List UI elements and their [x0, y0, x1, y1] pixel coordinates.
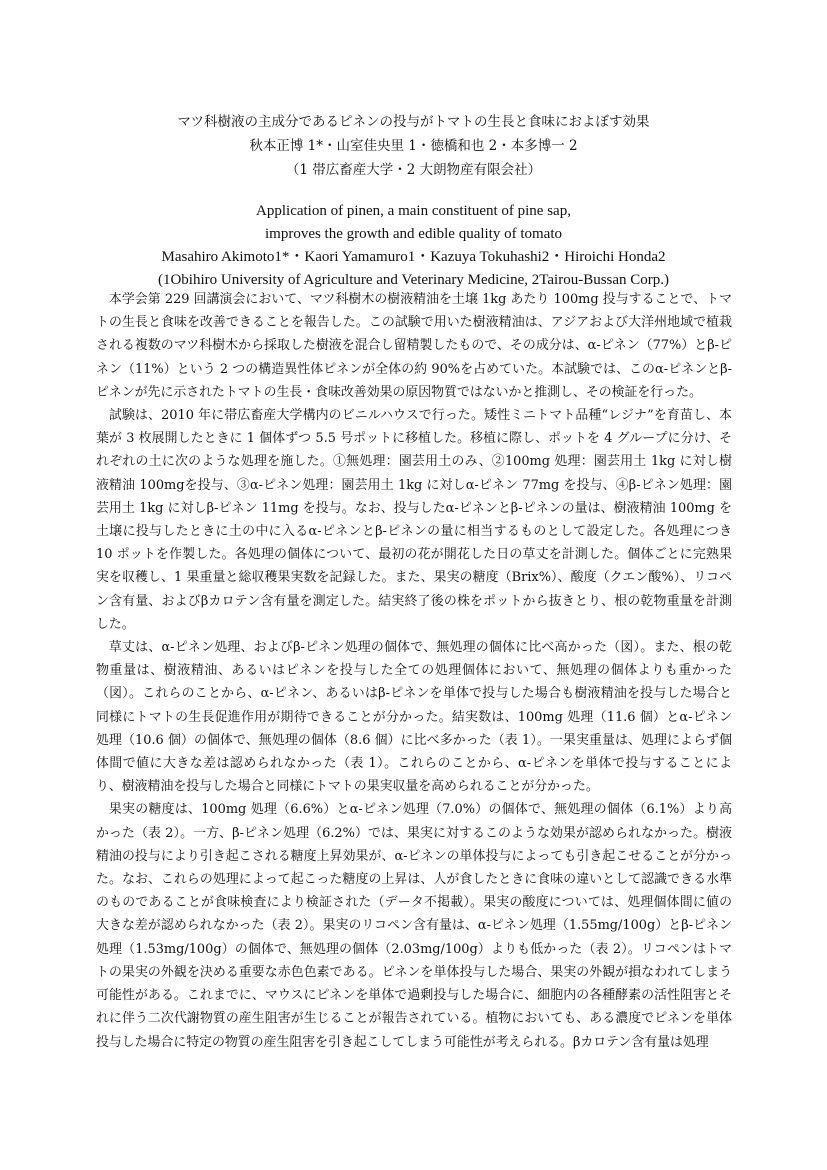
title-japanese: マツ科樹液の主成分であるピネンの投与がトマトの生長と食味におよぼす効果 [177, 114, 650, 130]
body-text [96, 288, 732, 1054]
paragraph-3: 草丈は、α-ピネン処理、およびβ-ピネン処理の個体で、無処理の個体に比べ高かった（図）。また、根の乾物重量は、樹液精油、あるいはピネンを投与した全ての処理個体において、無処理の個体よりも重かった（図）。これらのことから、α-ピネン、あるいはβ-ピネンを単体で投与した場合も樹液精油を投与した場合と同様にトマトの生長促進作用が期待できることが分かった。結実数は、100mg 処理（11.6 個）とα-ピネン処理（10.6 個）の個体で、無処理の個体（8.6 個）に比べ多かった（表 1）。一果実重量は、処理によらず個体間で値に大きな差は認められなかった（表 1）。これらのことから、α-ピネンを単体で投与することにより、樹液精油を投与した場合と同様にトマトの果実収量を高められることが分かった。 [96, 640, 732, 795]
paragraph-1: 本学会第 229 回講演会において、マツ科樹木の樹液精油を土壌 1kg あたり 100mg 投与することで、トマトの生長と食味を改善できることを報告した。この試験で用いた樹液精油は、アジアおよび大洋州地域で植栽される複数のマツ科樹木から採取した樹液を混合し留精製したもので、その成分は、α-ピネン（77%）とβ-ピネン（11%）という 2 つの構造異性体ピネンが全体の約 90%を占めていた。本試験では、このα-ピネンとβ-ピネンが先に示されたトマトの生長・食味改善効果の原因物質ではないかと推測し、その検証を行った。 [96, 292, 732, 400]
header-japanese [0, 110, 827, 182]
paragraph-4: 果実の糖度は、100mg 処理（6.6%）とα-ピネン処理（7.0%）の個体で、無処理の個体（6.1%）より高かった（表 2）。一方、β-ピネン処理（6.2%）では、果実に対するこのような効果が認められなかった。樹液精油の投与により引き起こされる糖度上昇効果が、α-ピネンの単体投与によっても引き起こせることが分かった。なお、これらの処理によって起こった糖度の上昇は、人が食したときに食味の違いとして認識できる水準のものであることが食味検査により検証された（データ不掲載）。果実の酸度については、処理個体間に値の大きな差が認められなかった（表 2）。果実のリコペン含有量は、α-ピネン処理（1.55mg/100g）とβ-ピネン処理（1.53mg/100g）の個体で、無処理の個体（2.03mg/100g）よりも低かった（表 2）。リコペンはトマトの果実の外観を決める重要な赤色色素である。ピネンを単体投与した場合、果実の外観が損なわれてしまう可能性がある。これまでに、マウスにピネンを単体で過剰投与した場合に、細胞内の各種酵素の活性阻害とそれに伴う二次代謝物質の産生阻害が生じることが報告されている。植物においても、ある濃度でピネンを単体投与した場合に特定の物質の産生阻害を引き起こしてしまう可能性が考えられる。βカロテン含有量は処理 [96, 802, 732, 1050]
affiliations-japanese: （1 帯広畜産大学・2 大朗物産有限会社） [285, 162, 542, 178]
affiliations-english: (1Obihiro University of Agriculture and Veterinary Medicine, 2Tairou-Bussan Corp.) [157, 272, 670, 288]
paragraph-2: 試験は、2010 年に帯広畜産大学構内のビニルハウスで行った。矮性ミニトマト品種“レジナ”を育苗し、本葉が 3 枚展開したときに 1 個体ずつ 5.5 号ポットに移植した。移植に際し、ポットを 4 グループに分け、それぞれの土に次のような処理を施した。①無処理：園芸用土のみ、②100mg 処理：園芸用土 1kg に対し樹液精油 100mgを投与、③α-ピネン処理：園芸用土 1kg に対しα-ピネン 77mg を投与、④β-ピネン処理：園芸用土 1kg に対しβ-ピネン 11mg を投与。なお、投与したα-ピネンとβ-ピネンの量は、樹液精油 100mg を土壌に投与したときに土の中に入るα-ピネンとβ-ピネンの量に相当するものとして設定した。各処理につき 10 ポットを作製した。各処理の個体について、最初の花が開花した日の草丈を計測した。個体ごとに完熟果実を収穫し、1 果重量と総収穫果実数を記録した。また、果実の糖度（Brix%）、酸度（クエン酸%）、リコペン含有量、およびβカロテン含有量を測定した。結実終了後の株をポットから抜きとり、根の乾物重量を計測した。 [96, 408, 732, 632]
title-english-line-2: improves the growth and edible quality of tomato [264, 226, 563, 242]
authors-japanese: 秋本正博 1*・山室佳央里 1・徳橋和也 2・本多博一 2 [249, 138, 578, 154]
authors-english: Masahiro Akimoto1*・Kaori Yamamuro1・Kazuya Tokuhashi2・Hiroichi Honda2 [161, 249, 666, 265]
header-english [0, 200, 827, 292]
title-english-line-1: Application of pinen, a main constituent of pine sap, [256, 203, 571, 219]
